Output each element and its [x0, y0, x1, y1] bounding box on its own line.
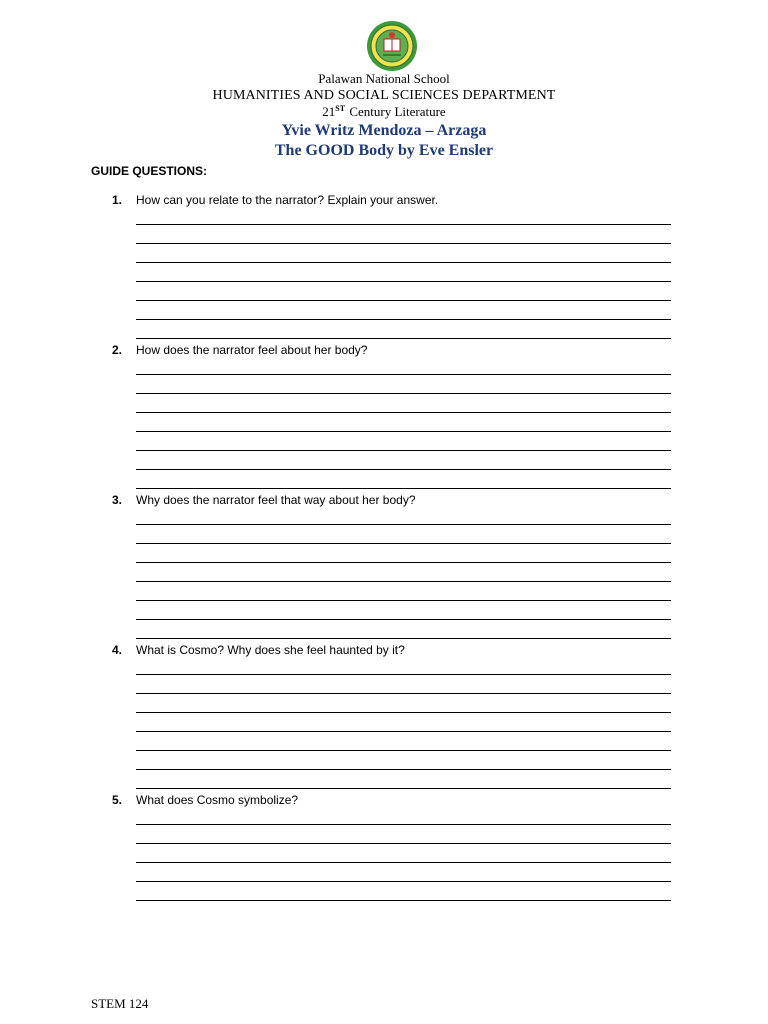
question-number: 1. — [112, 193, 123, 207]
question-number: 4. — [112, 643, 123, 657]
answer-line[interactable] — [136, 338, 671, 339]
answer-line[interactable] — [136, 750, 671, 751]
answer-line[interactable] — [136, 581, 671, 582]
question-text: How does the narrator feel about her body? — [136, 343, 368, 357]
answer-line[interactable] — [136, 543, 671, 544]
answer-line[interactable] — [136, 224, 671, 225]
answer-line[interactable] — [136, 262, 671, 263]
answer-line[interactable] — [136, 524, 671, 525]
answer-line[interactable] — [136, 374, 671, 375]
course-number: 21 — [322, 104, 336, 119]
answer-line[interactable] — [136, 431, 671, 432]
answer-line[interactable] — [136, 488, 671, 489]
answer-line[interactable] — [136, 638, 671, 639]
answer-line[interactable] — [136, 412, 671, 413]
answer-line[interactable] — [136, 731, 671, 732]
question-text: Why does the narrator feel that way about her body? — [136, 493, 416, 507]
department-name: HUMANITIES AND SOCIAL SCIENCES DEPARTMENT — [212, 88, 556, 103]
question-number: 5. — [112, 793, 123, 807]
question-text: How can you relate to the narrator? Explain your answer. — [136, 193, 439, 207]
answer-line[interactable] — [136, 393, 671, 394]
course-ordinal-suffix: ST — [335, 104, 346, 113]
answer-line[interactable] — [136, 881, 671, 882]
document-title: The GOOD Body by Eve Ensler — [274, 142, 494, 159]
answer-line[interactable] — [136, 712, 671, 713]
answer-line[interactable] — [136, 619, 671, 620]
question-number: 3. — [112, 493, 123, 507]
answer-line[interactable] — [136, 469, 671, 470]
answer-line[interactable] — [136, 674, 671, 675]
answer-line[interactable] — [136, 319, 671, 320]
question-text: What does Cosmo symbolize? — [136, 793, 299, 807]
answer-line[interactable] — [136, 600, 671, 601]
answer-line[interactable] — [136, 243, 671, 244]
answer-line[interactable] — [136, 862, 671, 863]
answer-line[interactable] — [136, 562, 671, 563]
footer-label: STEM 124 — [91, 996, 149, 1011]
school-seal-logo — [366, 20, 418, 72]
guide-questions-heading: GUIDE QUESTIONS: — [91, 164, 208, 178]
answer-line[interactable] — [136, 843, 671, 844]
answer-line[interactable] — [136, 450, 671, 451]
course-title: Century Literature — [349, 104, 446, 119]
answer-line[interactable] — [136, 281, 671, 282]
answer-line[interactable] — [136, 300, 671, 301]
school-name: Palawan National School — [318, 71, 450, 86]
answer-line[interactable] — [136, 900, 671, 901]
answer-line[interactable] — [136, 824, 671, 825]
answer-line[interactable] — [136, 788, 671, 789]
answer-line[interactable] — [136, 693, 671, 694]
author-name: Yvie Writz Mendoza – Arzaga — [281, 122, 487, 139]
course-name — [0, 104, 768, 120]
answer-line[interactable] — [136, 769, 671, 770]
question-number: 2. — [112, 343, 123, 357]
question-text: What is Cosmo? Why does she feel haunted by it? — [136, 643, 405, 657]
